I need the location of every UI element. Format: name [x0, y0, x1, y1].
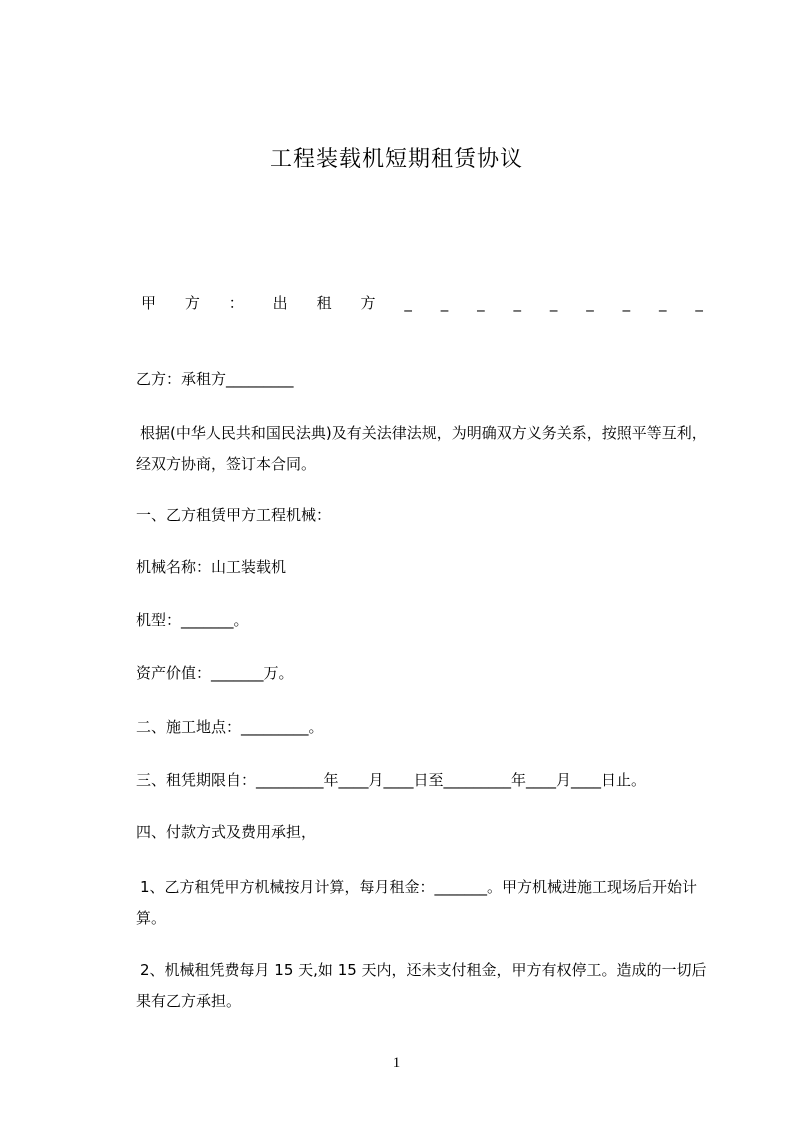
- party-a-char: _: [622, 294, 631, 312]
- party-a-char: _: [513, 294, 521, 312]
- party-a-char: _: [549, 294, 558, 312]
- clause-2-paragraph: 2、机械租凭费每月 15 天,如 15 天内，还未支付租金，甲方有权停工。造成的一切后果有乙方承担。: [136, 961, 707, 1010]
- document-title: 工程装载机短期租赁协议: [269, 147, 523, 172]
- page-number: 1: [392, 1055, 401, 1071]
- party-a-char: _: [658, 294, 667, 312]
- machine-model: 机型：_______。: [136, 611, 249, 629]
- party-a-char: _: [404, 294, 412, 312]
- party-a-char: _: [695, 294, 703, 312]
- party-a-char: 甲: [141, 294, 157, 312]
- party-a-line: [141, 288, 703, 319]
- machine-name: 机械名称：山工装载机: [136, 558, 287, 576]
- party-a-char: 出: [272, 294, 288, 312]
- party-b-line: 乙方：承租方_________: [136, 370, 294, 388]
- section-4-heading: 四、付款方式及费用承担，: [136, 823, 317, 841]
- asset-value: 资产价值：_______万。: [136, 664, 294, 682]
- party-a-char: _: [586, 294, 594, 312]
- party-a-char: ：: [228, 294, 244, 312]
- party-a-char: 方: [184, 294, 200, 312]
- party-a-char: _: [477, 294, 485, 312]
- party-a-char: _: [440, 294, 449, 312]
- section-1-heading: 一、乙方租赁甲方工程机械：: [136, 506, 332, 524]
- party-a-char: 方: [360, 294, 376, 312]
- preamble-paragraph: 根据(中华人民共和国民法典)及有关法律法规，为明确双方义务关系，按照平等互利，经双方协商，签订本合同。: [136, 424, 707, 473]
- party-a-char: 租: [316, 294, 332, 312]
- section-3-term: 三、租凭期限自：_________年____月____日至_________年____月____日止。: [136, 771, 647, 789]
- section-2-site: 二、施工地点：_________。: [136, 718, 324, 736]
- clause-1-paragraph: 1、乙方租凭甲方机械按月计算，每月租金：_______。甲方机械进施工现场后开始计算。: [136, 878, 698, 927]
